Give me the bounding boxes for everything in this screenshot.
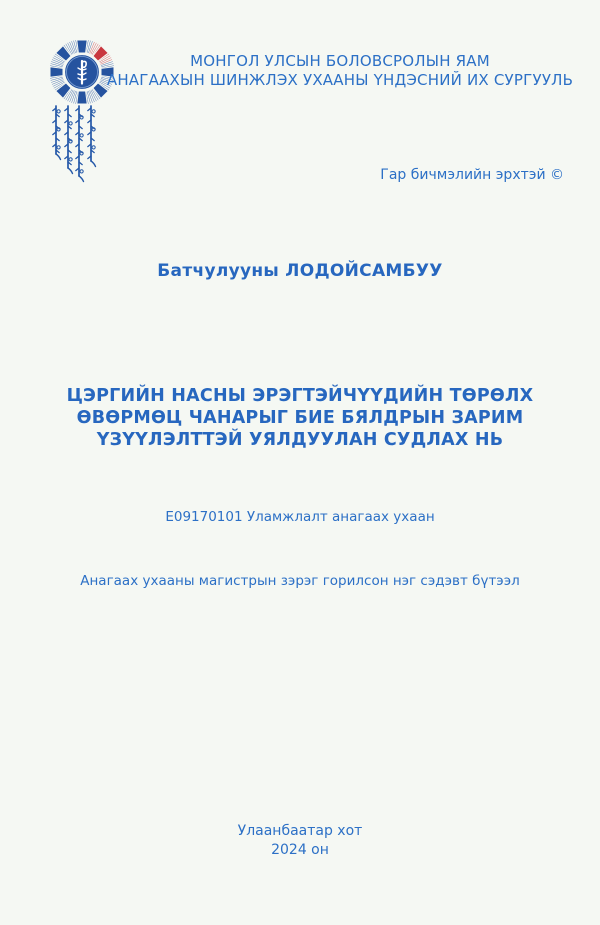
ministry-name: МОНГОЛ УЛСЫН БОЛОВСРОЛЫН ЯАМ [190, 52, 490, 70]
manuscript-rights-notice: Гар бичмэлийн эрхтэй © [380, 167, 564, 183]
page-footer [0, 822, 600, 860]
university-name: АНАГААХЫН ШИНЖЛЭХ УХААНЫ ҮНДЭСНИЙ ИХ СУРГУУЛЬ [106, 71, 574, 89]
thesis-type: Анагаах ухааны магистрын зэрэг горилсон нэг сэдэвт бүтээл [80, 573, 520, 589]
author-name: Батчулууны ЛОДОЙСАМБУУ [157, 261, 443, 281]
footer-city: Улаанбаатар хот [237, 823, 363, 839]
page-header [100, 52, 580, 90]
thesis-title [30, 386, 570, 451]
vertical-mongolian-script-icon [48, 103, 106, 203]
thesis-title-line-2: ӨВӨРМӨЦ ЧАНАРЫГ БИЕ БЯЛДРЫН ЗАРИМ [76, 407, 524, 428]
thesis-title-line-3: ҮЗҮҮЛЭЛТТЭЙ УЯЛДУУЛАН СУДЛАХ НЬ [96, 429, 504, 450]
thesis-title-line-1: ЦЭРГИЙН НАСНЫ ЭРЭГТЭЙЧҮҮДИЙН ТӨРӨЛХ [66, 386, 534, 406]
footer-year: 2024 он [271, 842, 329, 858]
program-code: Е09170101 Уламжлалт анагаах ухаан [165, 509, 435, 525]
